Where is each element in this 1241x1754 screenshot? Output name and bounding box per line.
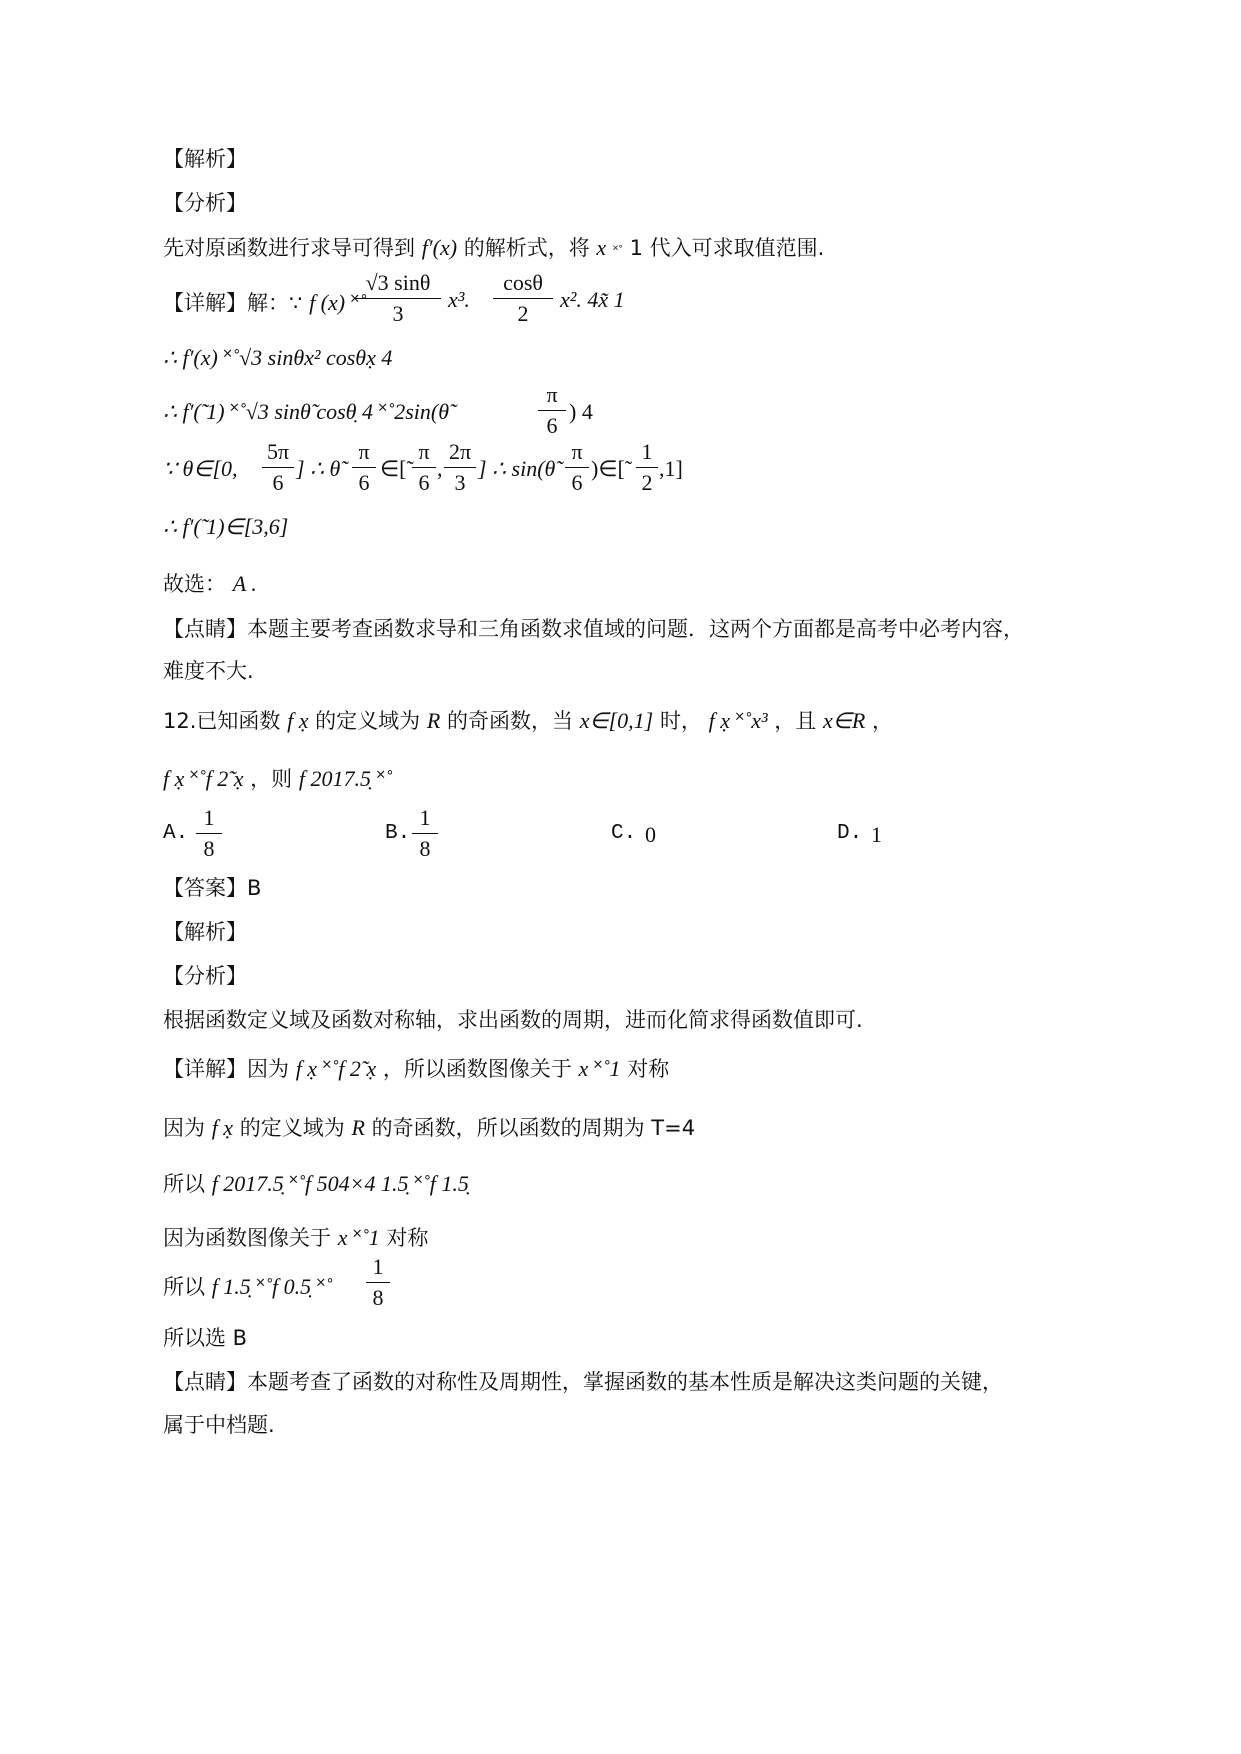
q12-d4-a: 因为函数图像关于 [163,1226,331,1250]
fenxi-tail: 1 代入可求取值范围. [629,236,825,260]
q12-line2-text: ，则 [250,767,293,791]
line3-fraction [538,382,566,439]
fraction-denominator: 6 [272,470,284,495]
q12-d3-a: 所以 [163,1172,205,1196]
q12-text-d: 时， [659,709,702,733]
q12-d3-expr: f 2017.5̣ ˟˚f 504×4 1.5̣ ˟˚f 1.5̣ [211,1171,469,1196]
fraction-denominator: 8 [372,1285,384,1310]
q12-expr2: x∈[0,1] [579,708,654,733]
q12-detail-expr: f x̣ ˟˚f 2̃ x̣ [295,1056,377,1081]
q12-number: 12.已知函数 [163,709,281,733]
q12-stem-line-2 [163,763,392,793]
q12-line2-expr: f x̣ ˟˚f 2̃ x̣ [163,766,244,791]
detail-expr: f (x) ˟˚ [309,290,367,315]
fraction-denominator: 6 [546,413,558,438]
q12-d5-fraction [366,1254,390,1311]
q12-expr1: f x̣ [287,708,309,733]
fraction-numerator: π [358,439,370,464]
derivation-line-5: ∴ f′(̃ 1)∈[3,6] [163,514,289,539]
fraction-numerator: cosθ [503,270,543,295]
q12-jiexi-heading: 【解析】 [163,920,247,944]
line4-part-g: ,1] [659,456,683,481]
q12-text-f: ， [872,709,894,733]
fraction-denominator: 8 [419,836,431,861]
fenxi-text: 先对原函数进行求导可得到 [163,236,415,260]
fraction-denominator: 6 [571,470,583,495]
fenxi-derivative: f′(x) [421,235,458,260]
q12-text-c: 的奇函数，当 [447,709,573,733]
fraction-denominator: 2 [641,470,653,495]
q12-detail-tail: 对称 [627,1057,670,1081]
q12-d5-a: 所以 [163,1275,205,1299]
fraction-numerator: 2π [448,439,472,464]
option-a-fraction [196,805,222,862]
line4-fraction-2 [352,439,376,496]
derivation-line-2: ∴ f′(x) ˟˚√3 sinθx² cosθx̣ 4 [163,345,393,370]
q12-detail-line-5 [163,1271,332,1301]
q12-text-e: ，且 [774,709,817,733]
q12-detail-line-1 [163,1053,669,1083]
fraction-denominator: 6 [358,470,370,495]
q12-d2-R: R [351,1115,365,1140]
fraction-numerator: π [546,382,558,407]
line3-tail: ) 4 [569,399,593,424]
q12-detail-expr2: x ˟˚1 [578,1056,621,1081]
detail-tail: x². 4x̃ 1 [560,287,625,312]
q12-detail-label: 【详解】因为 [163,1057,289,1081]
q12-expr3: f x̣ ˟˚x³ [708,708,768,733]
q12-d2-b: 的定义域为 [239,1116,345,1140]
q12-dianjing-line-1: 【点睛】本题考查了函数的对称性及周期性，掌握函数的基本性质是解决这类问题的关键， [163,1370,1003,1394]
q12-d2-a: 因为 [163,1116,205,1140]
q12-d2-c: 的奇函数，所以函数的周期为 T=4 [371,1116,696,1140]
q12-dianjing-line-2: 属于中档题. [163,1413,275,1437]
line4-fraction-4 [444,439,476,496]
fenxi-mid: 的解析式，将 [463,236,590,260]
option-c-label: C. [611,822,637,845]
fraction-denominator: 8 [203,836,215,861]
line4-part-e: ] ∴ sin(θ̃ [478,456,556,481]
option-d-value: 1 [871,822,882,847]
q12-detail-line-3 [163,1168,469,1198]
derivation-line-3: ∴ f′(̃ 1) ˟˚√3 sinθ̃ cosθ̣ 4 ˟˚2sin(θ̃ [163,399,450,424]
line4-part-a: ∵ θ∈[0, [163,456,238,481]
fraction-numerator: π [418,439,430,464]
line4-part-c: ∈[̃ [380,456,407,481]
fraction-numerator: 1 [641,439,653,464]
fenxi-x: x [596,235,607,260]
line4-part-f: )∈[̃ [591,456,625,481]
fraction-numerator: 1 [203,805,215,830]
fraction-denominator: 3 [392,301,404,326]
q12-d5-expr: f 1.5̣ ˟˚f 0.5̣ ˟˚ [211,1274,333,1299]
q12-stem-line-1 [163,705,893,735]
option-b-label: B. [385,822,411,845]
line4-fraction-6 [636,439,658,496]
option-d-label: D. [837,822,863,845]
detail-fraction-1 [355,270,441,327]
fenxi-garbled: ˟˚ [612,244,623,259]
detail-line1 [163,287,366,317]
guxuan-label: 故选： [163,572,226,596]
q12-detail-line-4 [163,1222,428,1252]
line4-fraction-3 [412,439,436,496]
option-a-label: A. [163,822,189,845]
jiexi-heading: 【解析】 [163,147,247,171]
q12-line2-expr2: f 2017.5̣ ˟˚ [298,766,393,791]
q12-d4-b: 对称 [386,1226,429,1250]
fraction-numerator: √3 sinθ [365,270,431,295]
fraction-numerator: 1 [419,805,431,830]
line4-part-b: ] ∴ θ̃ [296,456,341,481]
line4-fraction-5 [565,439,589,496]
detail-label: 【详解】解：∵ [163,291,303,315]
q12-text-b: 的定义域为 [315,709,421,733]
detail-fraction-2 [493,270,553,327]
fraction-denominator: 2 [517,301,529,326]
q12-d2-expr: f x̣ [211,1115,234,1140]
q12-d4-expr: x ˟˚1 [337,1225,380,1250]
fenxi-heading: 【分析】 [163,191,247,215]
line4-part-d: , [437,456,443,481]
q12-fenxi-text: 根据函数定义域及函数对称轴，求出函数的周期，进而化简求得函数值即可. [163,1008,863,1032]
dianjing-line-1: 【点睛】本题主要考查函数求导和三角函数求值域的问题．这两个方面都是高考中必考内容， [163,617,1024,641]
fraction-numerator: 5π [266,439,290,464]
option-c-value: 0 [645,822,656,847]
q12-fenxi-heading: 【分析】 [163,964,247,988]
detail-x3: x³. [448,287,470,312]
fraction-numerator: π [571,439,583,464]
q12-choose-line: 所以选 B [163,1326,248,1350]
q12-expr4: x∈R [822,708,866,733]
q12-detail-text: ，所以函数图像关于 [382,1057,572,1081]
fraction-denominator: 6 [418,470,430,495]
q12-R: R [426,708,441,733]
line4-fraction-1 [262,439,294,496]
fraction-numerator: 1 [372,1254,384,1279]
guxuan-answer: A . [232,571,257,596]
dianjing-line-2: 难度不大. [163,659,254,683]
fraction-denominator: 3 [454,470,466,495]
option-b-fraction [412,805,438,862]
q12-detail-line-2 [163,1112,695,1142]
guxuan-line [163,568,257,598]
answer-line: 【答案】B [163,876,262,900]
fenxi-text-line [163,232,824,262]
